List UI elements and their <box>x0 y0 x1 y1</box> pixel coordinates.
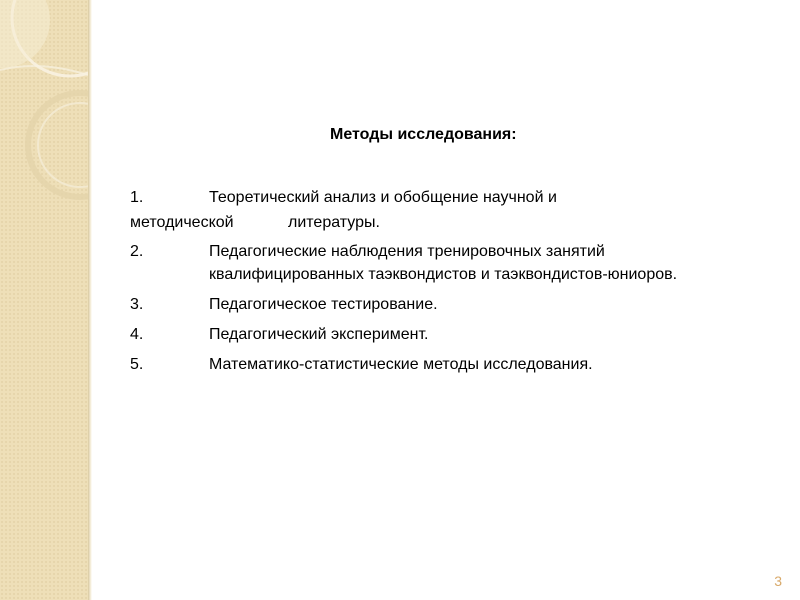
list-item-text: Математико-статистические методы исследования. <box>209 356 593 373</box>
methods-list <box>130 186 730 383</box>
list-item-number: 1. <box>130 189 144 206</box>
list-item <box>130 353 730 376</box>
list-item-text: литературы. <box>288 214 380 231</box>
decorative-side-band <box>0 0 88 600</box>
list-item <box>130 186 730 240</box>
list-item-number: 3. <box>130 296 144 313</box>
page-number: 3 <box>774 573 782 589</box>
list-item-text: Педагогические наблюдения тренировочных занятий квалифицированных таэквондистов и таэквондистов-юниоров. <box>209 243 678 283</box>
slide-title: Методы исследования: <box>330 126 517 143</box>
list-item <box>130 240 730 286</box>
band-divider <box>88 0 92 600</box>
list-item-number: 2. <box>130 243 144 260</box>
decorative-circles <box>0 0 88 600</box>
list-item-text: Педагогический эксперимент. <box>209 326 429 343</box>
list-item <box>130 293 730 316</box>
list-item <box>130 323 730 346</box>
list-item-text: Педагогическое тестирование. <box>209 296 438 313</box>
list-item-number: 5. <box>130 356 144 373</box>
list-item-number: 4. <box>130 326 144 343</box>
list-item-text: методической <box>130 214 234 231</box>
list-item-text: Теоретический анализ и обобщение научной и <box>209 189 557 206</box>
